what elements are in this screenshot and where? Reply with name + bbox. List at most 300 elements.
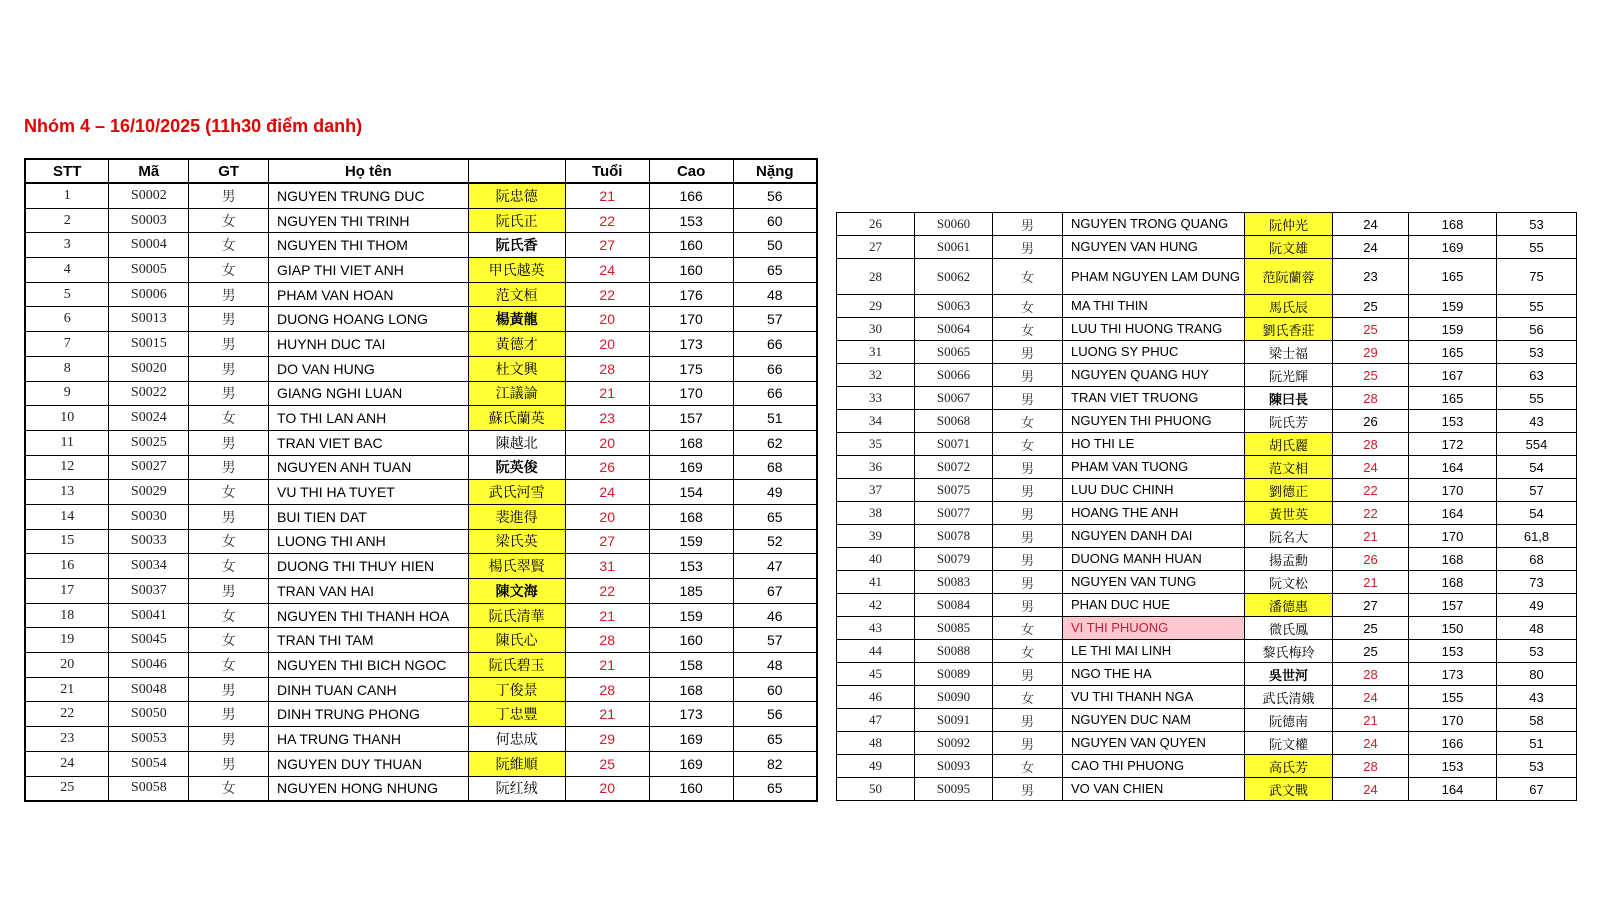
cell-han-name: 武氏河雪 [468, 480, 565, 505]
cell-gender: 男 [189, 332, 269, 357]
cell-stt: 8 [25, 356, 109, 381]
cell-stt: 22 [25, 702, 109, 727]
table-row [837, 502, 1577, 525]
header-cao: Cao [649, 159, 733, 183]
cell-gender: 男 [189, 727, 269, 752]
cell-height: 164 [1409, 778, 1497, 801]
cell-ma: S0013 [109, 307, 189, 332]
cell-height: 160 [649, 258, 733, 283]
cell-han-name: 阮忠德 [468, 183, 565, 208]
table-row [837, 640, 1577, 663]
header-gt: GT [189, 159, 269, 183]
cell-name: VU THI HA TUYET [269, 480, 469, 505]
cell-height: 166 [649, 183, 733, 208]
cell-age: 29 [565, 727, 649, 752]
cell-age: 22 [565, 208, 649, 233]
cell-han-name: 梁氏英 [468, 529, 565, 554]
cell-name: NGUYEN THI BICH NGOC [269, 653, 469, 678]
cell-weight: 62 [733, 430, 817, 455]
cell-weight: 65 [733, 258, 817, 283]
cell-ma: S0015 [109, 332, 189, 357]
cell-ma: S0002 [109, 183, 189, 208]
cell-height: 168 [1409, 548, 1497, 571]
cell-height: 170 [1409, 525, 1497, 548]
cell-han-name: 阮仲光 [1245, 213, 1333, 236]
cell-height: 153 [1409, 410, 1497, 433]
cell-age: 24 [565, 258, 649, 283]
cell-height: 153 [1409, 640, 1497, 663]
cell-height: 168 [649, 430, 733, 455]
cell-stt: 49 [837, 755, 915, 778]
cell-stt: 20 [25, 653, 109, 678]
cell-stt: 36 [837, 456, 915, 479]
table-row [25, 702, 817, 727]
cell-stt: 18 [25, 603, 109, 628]
cell-age: 24 [1333, 778, 1409, 801]
cell-gender: 男 [189, 356, 269, 381]
cell-stt: 13 [25, 480, 109, 505]
cell-name: HA TRUNG THANH [269, 727, 469, 752]
cell-weight: 47 [733, 554, 817, 579]
roster-table-left [24, 158, 818, 802]
cell-stt: 29 [837, 295, 915, 318]
cell-name: NGUYEN VAN QUYEN [1063, 732, 1245, 755]
cell-age: 28 [1333, 387, 1409, 410]
cell-gender: 女 [189, 480, 269, 505]
cell-name: LUU THI HUONG TRANG [1063, 318, 1245, 341]
cell-ma: S0065 [915, 341, 993, 364]
cell-name: PHAM VAN HOAN [269, 282, 469, 307]
cell-weight: 67 [733, 579, 817, 604]
table-row [837, 594, 1577, 617]
cell-ma: S0003 [109, 208, 189, 233]
cell-ma: S0045 [109, 628, 189, 653]
table-row [837, 663, 1577, 686]
cell-stt: 40 [837, 548, 915, 571]
cell-ma: S0048 [109, 677, 189, 702]
cell-stt: 43 [837, 617, 915, 640]
table-row [25, 529, 817, 554]
header-stt: STT [25, 159, 109, 183]
cell-han-name: 武氏清娥 [1245, 686, 1333, 709]
cell-age: 27 [1333, 594, 1409, 617]
cell-weight: 55 [1497, 295, 1577, 318]
cell-age: 25 [1333, 617, 1409, 640]
cell-name: NGUYEN TRUNG DUC [269, 183, 469, 208]
table-row [837, 778, 1577, 801]
cell-ma: S0030 [109, 504, 189, 529]
cell-stt: 42 [837, 594, 915, 617]
cell-ma: S0053 [109, 727, 189, 752]
cell-gender: 男 [993, 594, 1063, 617]
cell-stt: 48 [837, 732, 915, 755]
table-row [25, 258, 817, 283]
cell-name: NGO THE HA [1063, 663, 1245, 686]
header-nang: Nặng [733, 159, 817, 183]
cell-weight: 75 [1497, 259, 1577, 295]
cell-gender: 男 [189, 183, 269, 208]
cell-name: NGUYEN VAN TUNG [1063, 571, 1245, 594]
cell-age: 24 [1333, 686, 1409, 709]
cell-ma: S0025 [109, 430, 189, 455]
cell-ma: S0092 [915, 732, 993, 755]
cell-han-name: 阮文權 [1245, 732, 1333, 755]
cell-ma: S0077 [915, 502, 993, 525]
cell-age: 25 [565, 751, 649, 776]
cell-gender: 女 [993, 410, 1063, 433]
header-ho-ten: Họ tên [269, 159, 469, 183]
cell-height: 176 [649, 282, 733, 307]
header-tuoi: Tuổi [565, 159, 649, 183]
cell-age: 31 [565, 554, 649, 579]
cell-ma: S0033 [109, 529, 189, 554]
cell-name: DUONG MANH HUAN [1063, 548, 1245, 571]
cell-han-name: 阮名大 [1245, 525, 1333, 548]
cell-weight: 67 [1497, 778, 1577, 801]
cell-weight: 43 [1497, 686, 1577, 709]
table-row [837, 686, 1577, 709]
cell-ma: S0088 [915, 640, 993, 663]
cell-gender: 男 [189, 282, 269, 307]
cell-height: 168 [649, 504, 733, 529]
cell-ma: S0050 [109, 702, 189, 727]
cell-ma: S0068 [915, 410, 993, 433]
cell-height: 168 [1409, 571, 1497, 594]
cell-age: 26 [565, 455, 649, 480]
table-row [25, 208, 817, 233]
cell-stt: 46 [837, 686, 915, 709]
cell-age: 25 [1333, 295, 1409, 318]
table-row [837, 410, 1577, 433]
cell-gender: 男 [189, 677, 269, 702]
table-row [25, 183, 817, 208]
cell-name: BUI TIEN DAT [269, 504, 469, 529]
cell-name: GIANG NGHI LUAN [269, 381, 469, 406]
cell-height: 150 [1409, 617, 1497, 640]
cell-age: 22 [565, 579, 649, 604]
table-row [837, 341, 1577, 364]
cell-han-name: 阮氏正 [468, 208, 565, 233]
cell-ma: S0083 [915, 571, 993, 594]
cell-name: DO VAN HUNG [269, 356, 469, 381]
cell-height: 154 [649, 480, 733, 505]
cell-han-name: 阮氏香 [468, 233, 565, 258]
cell-ma: S0041 [109, 603, 189, 628]
cell-han-name: 蘇氏蘭英 [468, 406, 565, 431]
cell-weight: 48 [1497, 617, 1577, 640]
cell-weight: 73 [1497, 571, 1577, 594]
table-row [25, 282, 817, 307]
cell-stt: 45 [837, 663, 915, 686]
cell-age: 24 [1333, 732, 1409, 755]
cell-gender: 女 [189, 776, 269, 801]
cell-age: 25 [1333, 364, 1409, 387]
cell-age: 24 [565, 480, 649, 505]
cell-gender: 女 [189, 258, 269, 283]
cell-height: 165 [1409, 259, 1497, 295]
cell-ma: S0029 [109, 480, 189, 505]
cell-name: NGUYEN ANH TUAN [269, 455, 469, 480]
cell-gender: 男 [993, 663, 1063, 686]
cell-han-name: 阮文雄 [1245, 236, 1333, 259]
cell-stt: 31 [837, 341, 915, 364]
cell-weight: 60 [733, 208, 817, 233]
cell-height: 167 [1409, 364, 1497, 387]
cell-name: VO VAN CHIEN [1063, 778, 1245, 801]
cell-height: 164 [1409, 456, 1497, 479]
cell-han-name: 揚孟勳 [1245, 548, 1333, 571]
cell-stt: 26 [837, 213, 915, 236]
cell-gender: 男 [993, 456, 1063, 479]
cell-height: 170 [1409, 709, 1497, 732]
cell-weight: 65 [733, 727, 817, 752]
cell-han-name: 楊黃龍 [468, 307, 565, 332]
cell-ma: S0072 [915, 456, 993, 479]
cell-gender: 女 [993, 295, 1063, 318]
cell-age: 21 [1333, 525, 1409, 548]
cell-han-name: 阮英俊 [468, 455, 565, 480]
table-row [837, 433, 1577, 456]
cell-weight: 56 [733, 183, 817, 208]
cell-weight: 56 [733, 702, 817, 727]
cell-name: VI THI PHUONG [1063, 617, 1245, 640]
table-row [25, 628, 817, 653]
cell-weight: 55 [1497, 236, 1577, 259]
table-row [837, 479, 1577, 502]
cell-han-name: 范阮蘭蓉 [1245, 259, 1333, 295]
cell-stt: 21 [25, 677, 109, 702]
cell-gender: 女 [993, 755, 1063, 778]
cell-ma: S0067 [915, 387, 993, 410]
cell-height: 173 [1409, 663, 1497, 686]
cell-stt: 44 [837, 640, 915, 663]
cell-name: NGUYEN HONG NHUNG [269, 776, 469, 801]
cell-height: 173 [649, 332, 733, 357]
cell-gender: 男 [189, 504, 269, 529]
cell-height: 170 [649, 307, 733, 332]
table-row [25, 381, 817, 406]
table-row [837, 295, 1577, 318]
cell-han-name: 胡氏麗 [1245, 433, 1333, 456]
cell-stt: 9 [25, 381, 109, 406]
cell-han-name: 阮红绒 [468, 776, 565, 801]
cell-name: TRAN VAN HAI [269, 579, 469, 604]
cell-age: 27 [565, 233, 649, 258]
cell-name: DUONG THI THUY HIEN [269, 554, 469, 579]
cell-han-name: 陳氏心 [468, 628, 565, 653]
cell-height: 165 [1409, 341, 1497, 364]
cell-name: NGUYEN THI THOM [269, 233, 469, 258]
cell-age: 26 [1333, 410, 1409, 433]
cell-height: 185 [649, 579, 733, 604]
cell-han-name: 何忠成 [468, 727, 565, 752]
cell-height: 168 [1409, 213, 1497, 236]
cell-stt: 47 [837, 709, 915, 732]
cell-age: 20 [565, 332, 649, 357]
cell-name: CAO THI PHUONG [1063, 755, 1245, 778]
cell-age: 24 [1333, 213, 1409, 236]
cell-ma: S0078 [915, 525, 993, 548]
cell-height: 153 [1409, 755, 1497, 778]
cell-ma: S0079 [915, 548, 993, 571]
cell-gender: 女 [189, 406, 269, 431]
cell-name: LUONG THI ANH [269, 529, 469, 554]
cell-ma: S0037 [109, 579, 189, 604]
cell-age: 28 [1333, 433, 1409, 456]
cell-name: VU THI THANH NGA [1063, 686, 1245, 709]
cell-age: 24 [1333, 236, 1409, 259]
cell-ma: S0093 [915, 755, 993, 778]
cell-age: 22 [1333, 502, 1409, 525]
cell-name: DINH TRUNG PHONG [269, 702, 469, 727]
cell-age: 23 [1333, 259, 1409, 295]
cell-weight: 49 [733, 480, 817, 505]
cell-gender: 男 [993, 387, 1063, 410]
cell-weight: 57 [733, 307, 817, 332]
cell-han-name: 劉德正 [1245, 479, 1333, 502]
cell-weight: 60 [733, 677, 817, 702]
table-row [25, 727, 817, 752]
cell-name: NGUYEN THI TRINH [269, 208, 469, 233]
table-row [837, 364, 1577, 387]
cell-name: LUONG SY PHUC [1063, 341, 1245, 364]
cell-age: 28 [1333, 663, 1409, 686]
cell-ma: S0061 [915, 236, 993, 259]
cell-name: NGUYEN TRONG QUANG [1063, 213, 1245, 236]
cell-age: 27 [565, 529, 649, 554]
cell-height: 160 [649, 233, 733, 258]
cell-han-name: 吳世河 [1245, 663, 1333, 686]
cell-gender: 男 [189, 307, 269, 332]
cell-age: 29 [1333, 341, 1409, 364]
table-row [25, 233, 817, 258]
table-row [837, 387, 1577, 410]
cell-han-name: 阮氏清華 [468, 603, 565, 628]
cell-age: 25 [1333, 318, 1409, 341]
cell-ma: S0071 [915, 433, 993, 456]
cell-age: 28 [565, 356, 649, 381]
cell-name: LUU DUC CHINH [1063, 479, 1245, 502]
cell-stt: 15 [25, 529, 109, 554]
cell-name: MA THI THIN [1063, 295, 1245, 318]
cell-han-name: 阮氏碧玉 [468, 653, 565, 678]
cell-gender: 男 [993, 236, 1063, 259]
cell-gender: 男 [189, 751, 269, 776]
cell-ma: S0091 [915, 709, 993, 732]
cell-gender: 男 [993, 732, 1063, 755]
cell-height: 155 [1409, 686, 1497, 709]
cell-stt: 28 [837, 259, 915, 295]
cell-gender: 女 [993, 318, 1063, 341]
table-row [25, 677, 817, 702]
cell-ma: S0020 [109, 356, 189, 381]
cell-stt: 23 [25, 727, 109, 752]
cell-stt: 3 [25, 233, 109, 258]
cell-weight: 53 [1497, 213, 1577, 236]
cell-weight: 57 [1497, 479, 1577, 502]
table-row [25, 504, 817, 529]
cell-gender: 男 [993, 502, 1063, 525]
cell-weight: 82 [733, 751, 817, 776]
cell-age: 21 [565, 702, 649, 727]
cell-height: 169 [649, 727, 733, 752]
cell-gender: 男 [993, 709, 1063, 732]
cell-name: HO THI LE [1063, 433, 1245, 456]
cell-han-name: 陳曰長 [1245, 387, 1333, 410]
cell-stt: 14 [25, 504, 109, 529]
table-row [25, 356, 817, 381]
table-row [25, 554, 817, 579]
table-row [25, 455, 817, 480]
cell-height: 157 [1409, 594, 1497, 617]
cell-stt: 12 [25, 455, 109, 480]
cell-gender: 女 [189, 233, 269, 258]
cell-gender: 女 [189, 554, 269, 579]
table-row [837, 525, 1577, 548]
cell-stt: 7 [25, 332, 109, 357]
cell-name: PHAM VAN TUONG [1063, 456, 1245, 479]
cell-name: PHAM NGUYEN LAM DUNG [1063, 259, 1245, 295]
cell-weight: 51 [1497, 732, 1577, 755]
cell-ma: S0027 [109, 455, 189, 480]
cell-weight: 55 [1497, 387, 1577, 410]
cell-weight: 66 [733, 381, 817, 406]
table-row [25, 579, 817, 604]
cell-weight: 53 [1497, 755, 1577, 778]
cell-age: 22 [1333, 479, 1409, 502]
cell-han-name: 丁忠豐 [468, 702, 565, 727]
cell-height: 169 [1409, 236, 1497, 259]
cell-ma: S0089 [915, 663, 993, 686]
cell-name: HOANG THE ANH [1063, 502, 1245, 525]
cell-name: TRAN VIET BAC [269, 430, 469, 455]
cell-gender: 男 [189, 455, 269, 480]
cell-gender: 女 [189, 628, 269, 653]
cell-han-name: 潘德惠 [1245, 594, 1333, 617]
cell-age: 20 [565, 430, 649, 455]
cell-weight: 54 [1497, 456, 1577, 479]
cell-stt: 2 [25, 208, 109, 233]
cell-height: 153 [649, 554, 733, 579]
cell-age: 21 [565, 653, 649, 678]
cell-height: 164 [1409, 502, 1497, 525]
cell-height: 159 [1409, 295, 1497, 318]
cell-height: 160 [649, 776, 733, 801]
cell-age: 22 [565, 282, 649, 307]
cell-stt: 1 [25, 183, 109, 208]
cell-han-name: 黃世英 [1245, 502, 1333, 525]
cell-stt: 30 [837, 318, 915, 341]
cell-ma: S0066 [915, 364, 993, 387]
cell-weight: 51 [733, 406, 817, 431]
cell-ma: S0090 [915, 686, 993, 709]
cell-name: HUYNH DUC TAI [269, 332, 469, 357]
cell-han-name: 甲氏越英 [468, 258, 565, 283]
cell-height: 157 [649, 406, 733, 431]
cell-age: 21 [565, 183, 649, 208]
cell-name: NGUYEN VAN HUNG [1063, 236, 1245, 259]
cell-stt: 17 [25, 579, 109, 604]
cell-weight: 48 [733, 653, 817, 678]
cell-gender: 男 [993, 571, 1063, 594]
table-row [837, 755, 1577, 778]
cell-gender: 男 [993, 341, 1063, 364]
cell-han-name: 阮維順 [468, 751, 565, 776]
cell-stt: 6 [25, 307, 109, 332]
cell-ma: S0054 [109, 751, 189, 776]
cell-age: 23 [565, 406, 649, 431]
cell-gender: 女 [993, 259, 1063, 295]
